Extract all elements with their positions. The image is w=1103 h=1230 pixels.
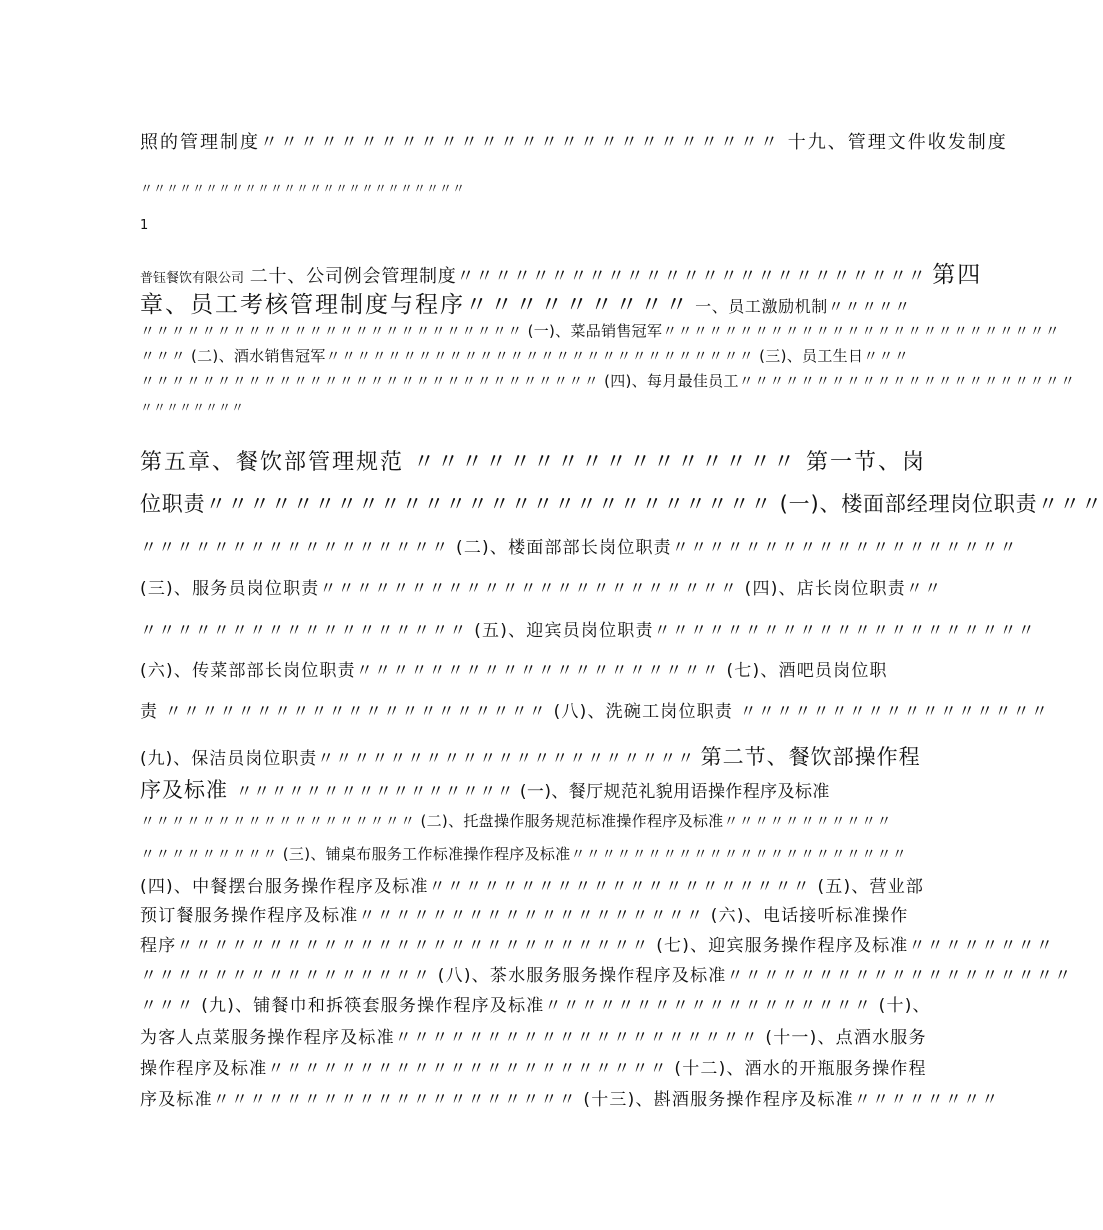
toc-line: (四)、中餐摆台服务操作程序及标准〃〃〃〃〃〃〃〃〃〃〃〃〃〃〃〃〃〃〃〃〃 (五)、营业部: [140, 877, 925, 897]
toc-line: 为客人点菜服务操作程序及标准〃〃〃〃〃〃〃〃〃〃〃〃〃〃〃〃〃〃〃〃 (十一)、点酒水服务: [140, 1028, 927, 1048]
toc-line: 〃〃〃〃〃〃〃〃〃〃〃〃〃〃〃〃〃 (二)、楼面部部长岗位职责〃〃〃〃〃〃〃〃〃〃〃〃〃〃〃〃〃〃〃: [140, 538, 1018, 558]
toc-line: [140, 774, 830, 804]
toc-line: 〃〃〃〃〃〃〃〃〃〃〃〃〃〃〃〃〃〃 (二)、托盘操作服务规范标准操作程序及标准〃〃〃〃〃〃〃〃〃〃〃: [140, 812, 892, 830]
chapter-title: 章、员工考核管理制度与程序〃〃〃〃〃〃〃〃〃: [140, 292, 690, 318]
toc-line: 〃〃〃〃〃〃〃〃〃〃〃〃〃〃〃〃〃〃 (五)、迎宾员岗位职责〃〃〃〃〃〃〃〃〃〃〃〃〃〃〃〃〃〃〃〃〃: [140, 621, 1036, 641]
toc-line: [140, 741, 921, 771]
chapter-title: 第五章、餐饮部管理规范 〃〃〃〃〃〃〃〃〃〃〃〃〃〃〃〃 第一节、岗: [140, 450, 926, 475]
toc-line: 位职责〃〃〃〃〃〃〃〃〃〃〃〃〃〃〃〃〃〃〃〃〃〃〃〃〃〃 (一)、楼面部经理岗位职责〃〃〃: [140, 492, 1103, 516]
page-number: 1: [140, 218, 149, 233]
toc-line: 操作程序及标准〃〃〃〃〃〃〃〃〃〃〃〃〃〃〃〃〃〃〃〃〃〃 (十二)、酒水的开瓶服务操作程: [140, 1059, 927, 1079]
toc-entry: 二十、公司例会管理制度〃〃〃〃〃〃〃〃〃〃〃〃〃〃〃〃〃〃〃〃〃〃〃〃〃: [249, 266, 927, 287]
chapter-title: 第四: [932, 262, 983, 288]
toc-line: 照的管理制度〃〃〃〃〃〃〃〃〃〃〃〃〃〃〃〃〃〃〃〃〃〃〃〃〃〃 十九、管理文件收发制度: [140, 132, 1008, 153]
toc-entry: 〃〃〃〃〃〃〃〃〃〃〃〃〃〃〃〃 (一)、餐厅规范礼貌用语操作程序及标准: [235, 782, 830, 802]
toc-line: 〃〃〃〃〃〃〃〃〃〃〃〃〃〃〃〃〃〃〃〃〃〃〃〃〃 (一)、菜品销售冠军〃〃〃〃〃〃〃〃〃〃〃〃〃〃〃〃〃〃〃〃〃〃〃〃〃〃: [140, 322, 1061, 340]
company-name: 普钰餐饮有限公司: [140, 271, 245, 286]
toc-line: 序及标准〃〃〃〃〃〃〃〃〃〃〃〃〃〃〃〃〃〃〃〃 (十三)、斟酒服务操作程序及标准〃〃〃〃〃〃〃〃: [140, 1090, 1000, 1110]
section-title: 序及标准: [140, 778, 236, 802]
toc-line: 〃〃〃〃〃〃〃〃〃 (三)、铺桌布服务工作标准操作程序及标准〃〃〃〃〃〃〃〃〃〃〃〃〃〃〃〃〃〃〃〃〃〃: [140, 845, 908, 863]
toc-line: 预订餐服务操作程序及标准〃〃〃〃〃〃〃〃〃〃〃〃〃〃〃〃〃〃〃 (六)、电话接听标准操作: [140, 906, 909, 926]
toc-line: 〃〃〃 (九)、铺餐巾和拆筷套服务操作程序及标准〃〃〃〃〃〃〃〃〃〃〃〃〃〃〃〃〃〃 (十)、: [140, 996, 931, 1016]
toc-line-company: [140, 256, 983, 289]
toc-line: (六)、传菜部部长岗位职责〃〃〃〃〃〃〃〃〃〃〃〃〃〃〃〃〃〃〃〃 (七)、酒吧员岗位职: [140, 661, 888, 681]
toc-line: 〃〃〃〃〃〃〃〃〃〃〃〃〃〃〃〃 (八)、茶水服务服务操作程序及标准〃〃〃〃〃〃〃〃〃〃〃〃〃〃〃〃〃〃〃: [140, 966, 1073, 986]
toc-line: 〃〃〃〃〃〃〃〃: [140, 401, 245, 416]
toc-line: 责 〃〃〃〃〃〃〃〃〃〃〃〃〃〃〃〃〃〃〃〃〃 (八)、洗碗工岗位职责 〃〃〃〃〃〃〃〃〃〃〃〃〃〃〃〃〃: [140, 702, 1050, 722]
toc-entry: 一、员工激励机制〃〃〃〃〃: [695, 297, 911, 316]
toc-entry: (九)、保洁员岗位职责〃〃〃〃〃〃〃〃〃〃〃〃〃〃〃〃〃〃〃〃〃: [140, 749, 696, 769]
toc-line: 程序〃〃〃〃〃〃〃〃〃〃〃〃〃〃〃〃〃〃〃〃〃〃〃〃〃〃 (七)、迎宾服务操作程序及标准〃〃〃〃〃〃〃〃: [140, 936, 1055, 956]
toc-line: 〃〃〃〃〃〃〃〃〃〃〃〃〃〃〃〃〃〃〃〃〃〃〃〃〃〃〃〃〃〃 (四)、每月最佳员工〃〃〃〃〃〃〃〃〃〃〃〃〃〃〃〃〃〃〃〃〃〃: [140, 372, 1076, 390]
toc-line: 〃〃〃 (二)、酒水销售冠军〃〃〃〃〃〃〃〃〃〃〃〃〃〃〃〃〃〃〃〃〃〃〃〃〃〃〃〃 (三)、员工生日〃〃〃: [140, 347, 910, 365]
toc-line: (三)、服务员岗位职责〃〃〃〃〃〃〃〃〃〃〃〃〃〃〃〃〃〃〃〃〃〃〃 (四)、店长岗位职责〃〃: [140, 579, 943, 599]
section-title: 第二节、餐饮部操作程: [700, 745, 921, 769]
toc-line: [140, 286, 911, 319]
toc-line: 〃〃〃〃〃〃〃〃〃〃〃〃〃〃〃〃〃〃〃〃〃〃〃〃〃: [140, 182, 466, 197]
